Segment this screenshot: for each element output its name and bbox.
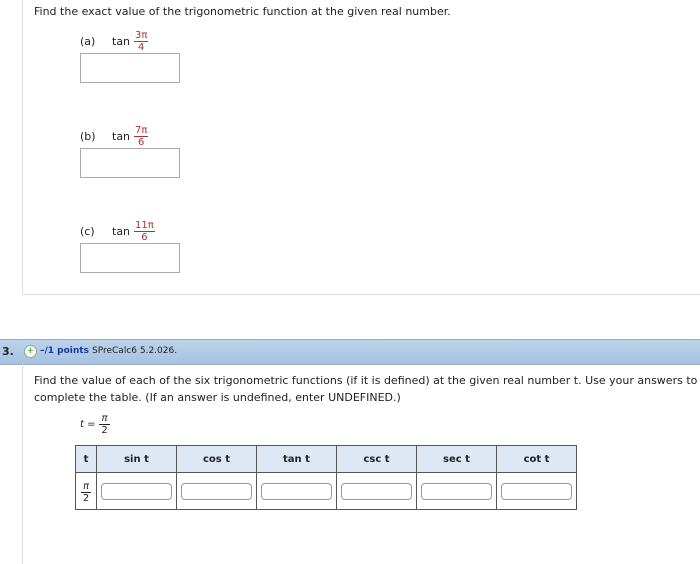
frac-den: 6: [141, 232, 148, 243]
frac-den: 4: [138, 42, 145, 53]
frac-num: 3π: [135, 30, 148, 41]
question-prompt-2: Find the value of each of the six trigonometric functions (if it is defined) at the given real number t. Use your answers to complete the table. (If an answer is undefined, enter UNDEFINED.): [34, 374, 698, 404]
col-header: cos t: [177, 446, 257, 473]
col-header: cot t: [497, 446, 577, 473]
answer-input[interactable]: [80, 53, 180, 83]
answer-input-tan-t[interactable]: [261, 483, 332, 500]
part-2: [80, 220, 155, 243]
t-num: π: [101, 413, 108, 424]
answer-input-csc-t[interactable]: [341, 483, 412, 500]
part-0: [80, 30, 148, 53]
col-header: t: [76, 446, 97, 473]
answer-input-sec-t[interactable]: [421, 483, 492, 500]
answer-input[interactable]: [80, 148, 180, 178]
frac-num: 7π: [135, 125, 148, 136]
part-1: [80, 125, 148, 148]
frac-num: 11π: [135, 220, 154, 231]
row-t-num: π: [82, 480, 90, 492]
source-label: SPreCalc6 5.2.026.: [92, 346, 178, 356]
part-label: (c): [80, 225, 95, 238]
t-den: 2: [101, 425, 108, 436]
col-header: sin t: [97, 446, 177, 473]
part-label: (a): [80, 35, 96, 48]
trig-table: [75, 445, 577, 510]
col-header: sec t: [417, 446, 497, 473]
answer-input[interactable]: [80, 243, 180, 273]
answer-input-cot-t[interactable]: [501, 483, 572, 500]
fn-label: tan: [112, 35, 131, 48]
answer-input-sin-t[interactable]: [101, 483, 172, 500]
expand-icon[interactable]: +: [24, 345, 37, 358]
part-label: (b): [80, 130, 96, 143]
points-label: –/1 points: [40, 346, 89, 356]
answer-input-cos-t[interactable]: [181, 483, 252, 500]
question-number: 3.: [2, 345, 14, 358]
frac-den: 6: [138, 137, 145, 148]
col-header: tan t: [257, 446, 337, 473]
question-prompt: Find the exact value of the trigonometric function at the given real number.: [34, 5, 451, 18]
col-header: csc t: [337, 446, 417, 473]
t-label: t =: [80, 419, 96, 430]
fn-label: tan: [112, 225, 131, 238]
row-t-den: 2: [82, 492, 90, 504]
fn-label: tan: [112, 130, 131, 143]
question-header-bar: [0, 339, 700, 365]
t-value: [80, 413, 110, 436]
